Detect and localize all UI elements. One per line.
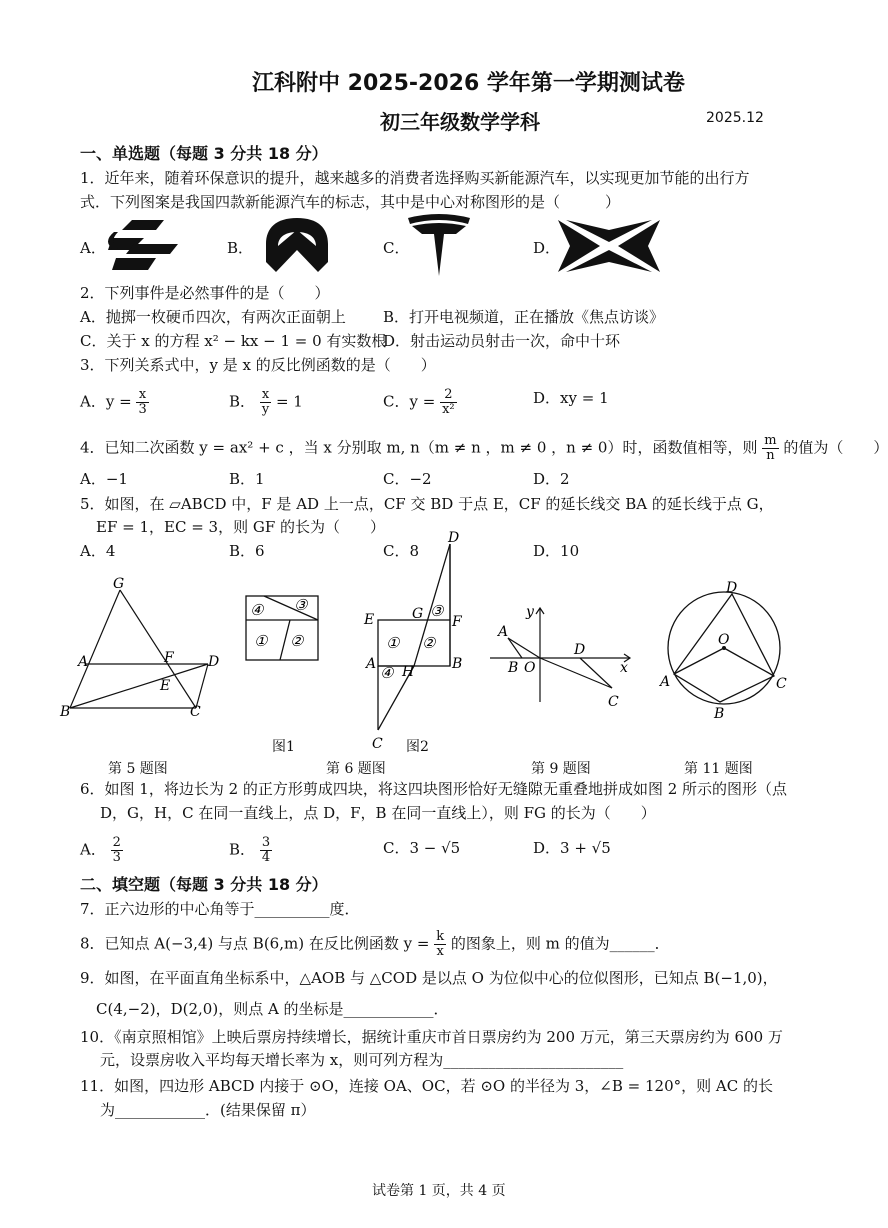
- page-footer: 试卷第 1 页，共 4 页: [372, 1183, 506, 1199]
- q5-point-e: E: [160, 678, 171, 694]
- q5-point-c: C: [190, 704, 201, 720]
- figure-q11: [658, 580, 788, 722]
- q5-line2: EF = 1，EC = 3，则 GF 的长为（ ）: [96, 518, 386, 536]
- q6-fig1-piece4: ④: [250, 601, 264, 619]
- q4-option-b: B．1: [229, 470, 265, 488]
- q6-point-b: B: [452, 656, 463, 672]
- q6-option-d: D．3 + √5: [533, 839, 611, 857]
- q6-fig2-piece4: ④: [380, 664, 394, 682]
- q6-point-f: F: [452, 614, 462, 630]
- q9-label-y: y: [526, 604, 534, 620]
- q6-fig2-piece2: ②: [422, 634, 436, 652]
- q6-point-h: H: [402, 664, 415, 680]
- q6-point-d: D: [448, 530, 460, 546]
- q6-option-c: C．3 − √5: [383, 839, 461, 857]
- exam-subtitle: 初三年级数学学科: [380, 110, 540, 134]
- q9-point-d: D: [574, 642, 586, 658]
- section-title-fill-in: 二、填空题（每题 3 分共 18 分）: [80, 875, 328, 894]
- q11-point-o: O: [718, 632, 730, 648]
- q3-option-c: C．y = $\frac{2}{\text{x²}}$: [383, 387, 455, 417]
- q6-point-g: G: [412, 606, 424, 622]
- q10-line2: 元，设票房收入平均每天增长率为 x，则可列方程为________________________: [100, 1051, 624, 1069]
- caption-q6-fig1: 图1: [272, 739, 295, 755]
- q3-option-b: B． $\frac{x}{y}$ = 1: [229, 387, 303, 417]
- q6-option-a: A． $\frac{2}{3}$: [80, 835, 121, 865]
- q1-option-a-label: A．: [80, 239, 106, 257]
- q1-option-b-label: B．: [227, 239, 254, 257]
- q5-point-a: A: [78, 654, 89, 670]
- caption-q11: 第 11 题图: [684, 761, 753, 777]
- caption-q9: 第 9 题图: [531, 761, 591, 777]
- q9-point-c: C: [608, 694, 619, 710]
- q6-point-c: C: [372, 736, 383, 752]
- q11-line1: 11．如图，四边形 ABCD 内接于 ⊙O，连接 OA、OC，若 ⊙O 的半径为 3，∠B = 120°，则 AC 的长: [80, 1077, 773, 1095]
- q9-label-x: x: [620, 660, 628, 676]
- q6-fig1-piece1: ①: [254, 632, 268, 650]
- q6-fig1-piece2: ②: [290, 632, 304, 650]
- q11-point-b: B: [714, 706, 725, 722]
- q11-point-d: D: [726, 580, 738, 596]
- q4-stem: 4．已知二次函数 y = ax² + c ，当 x 分别取 m, n（m ≠ n ，m ≠ 0 ，n ≠ 0）时，函数值相等，则 $\frac{m}{n}$ 的值为（ ）: [80, 433, 888, 463]
- q2-option-a: A．抛掷一枚硬币四次，有两次正面朝上: [80, 308, 346, 326]
- q9-line1: 9．如图，在平面直角坐标系中，△AOB 与 △COD 是以点 O 为位似中心的位似图形，已知点 B(−1,0)，: [80, 969, 778, 987]
- q1-line2: 式．下列图案是我国四款新能源汽车的标志，其中是中心对称图形的是（ ）: [80, 193, 621, 211]
- q2-option-b: B．打开电视频道，正在播放《焦点访谈》: [383, 308, 665, 326]
- figure-q6-fig1: [242, 592, 322, 662]
- caption-q5: 第 5 题图: [108, 761, 168, 777]
- q5-line1: 5．如图，在 ▱ABCD 中，F 是 AD 上一点，CF 交 BD 于点 E，CF 的延长线交 BA 的延长线于点 G，: [80, 495, 774, 513]
- q6-point-e: E: [364, 612, 375, 628]
- car-logo-b-icon: [262, 214, 332, 278]
- caption-q6-fig2: 图2: [406, 739, 429, 755]
- q6-fig2-piece1: ①: [386, 634, 400, 652]
- section-title-single-choice: 一、单选题（每题 3 分共 18 分）: [80, 144, 328, 163]
- q11-point-c: C: [776, 676, 787, 692]
- q4-option-a: A．−1: [80, 470, 128, 488]
- q5-option-b: B．6: [229, 542, 265, 560]
- q5-point-g: G: [113, 576, 125, 592]
- car-logo-d-icon: [556, 216, 662, 276]
- q6-fig1-piece3: ③: [294, 596, 308, 614]
- q5-option-c: C．8: [383, 542, 420, 560]
- q5-option-d: D．10: [533, 542, 580, 560]
- q2-option-d: D．射击运动员射击一次，命中十环: [383, 332, 621, 350]
- car-logo-a-icon: [104, 216, 184, 276]
- q3-stem: 3．下列关系式中，y 是 x 的反比例函数的是（ ）: [80, 356, 436, 374]
- q11-point-a: A: [660, 674, 671, 690]
- figure-q9: [490, 602, 640, 714]
- q9-point-a: A: [498, 624, 509, 640]
- q2-stem: 2．下列事件是必然事件的是（ ）: [80, 284, 330, 302]
- q1-option-c-label: C．: [383, 239, 410, 257]
- q9-point-b: B: [508, 660, 519, 676]
- q3-option-a: A．y = $\frac{x}{3}$: [80, 387, 147, 417]
- q5-option-a: A．4: [80, 542, 116, 560]
- q4-option-d: D．2: [533, 470, 570, 488]
- q5-point-d: D: [208, 654, 220, 670]
- q1-line1: 1．近年来，随着环保意识的提升，越来越多的消费者选择购买新能源汽车，以实现更加节能的出行方: [80, 169, 750, 187]
- q10-line1: 10．《南京照相馆》上映后票房持续增长，据统计重庆市首日票房约为 200 万元，第三天票房约为 600 万: [80, 1028, 783, 1046]
- q6-line1: 6．如图 1，将边长为 2 的正方形剪成四块，将这四块图形恰好无缝隙无重叠地拼成如图 2 所示的图形（点: [80, 780, 788, 798]
- q1-option-d-label: D．: [533, 239, 561, 257]
- q2-option-c: C．关于 x 的方程 x² − kx − 1 = 0 有实数根: [80, 332, 387, 350]
- figure-q5: [58, 572, 228, 722]
- q7: 7．正六边形的中心角等于__________度．: [80, 900, 360, 918]
- exam-date: 2025.12: [706, 110, 764, 126]
- q11-line2: 为____________．(结果保留 π）: [100, 1101, 316, 1119]
- q8: 8．已知点 A(−3,4) 与点 B(6,m) 在反比例函数 y = $\frac{k}{x}$ 的图象上，则 m 的值为______．: [80, 929, 670, 959]
- q9-point-o: O: [524, 660, 536, 676]
- exam-title: 江科附中 2025-2026 学年第一学期测试卷: [252, 71, 685, 96]
- q3-option-d: D．xy = 1: [533, 389, 609, 407]
- q6-point-a: A: [366, 656, 377, 672]
- q9-line2: C(4,−2)，D(2,0)，则点 A 的坐标是____________．: [96, 1000, 449, 1018]
- figure-q6-fig2: [360, 530, 472, 754]
- q5-point-f: F: [164, 650, 174, 666]
- q6-fig2-piece3: ③: [430, 602, 444, 620]
- q4-option-c: C．−2: [383, 470, 432, 488]
- q5-point-b: B: [60, 704, 71, 720]
- car-logo-c-icon: [406, 212, 472, 278]
- q6-line2: D，G，H，C 在同一直线上，点 D，F，B 在同一直线上），则 FG 的长为（ ）: [100, 804, 656, 822]
- q6-option-b: B． $\frac{3}{4}$: [229, 835, 271, 865]
- caption-q6: 第 6 题图: [326, 761, 386, 777]
